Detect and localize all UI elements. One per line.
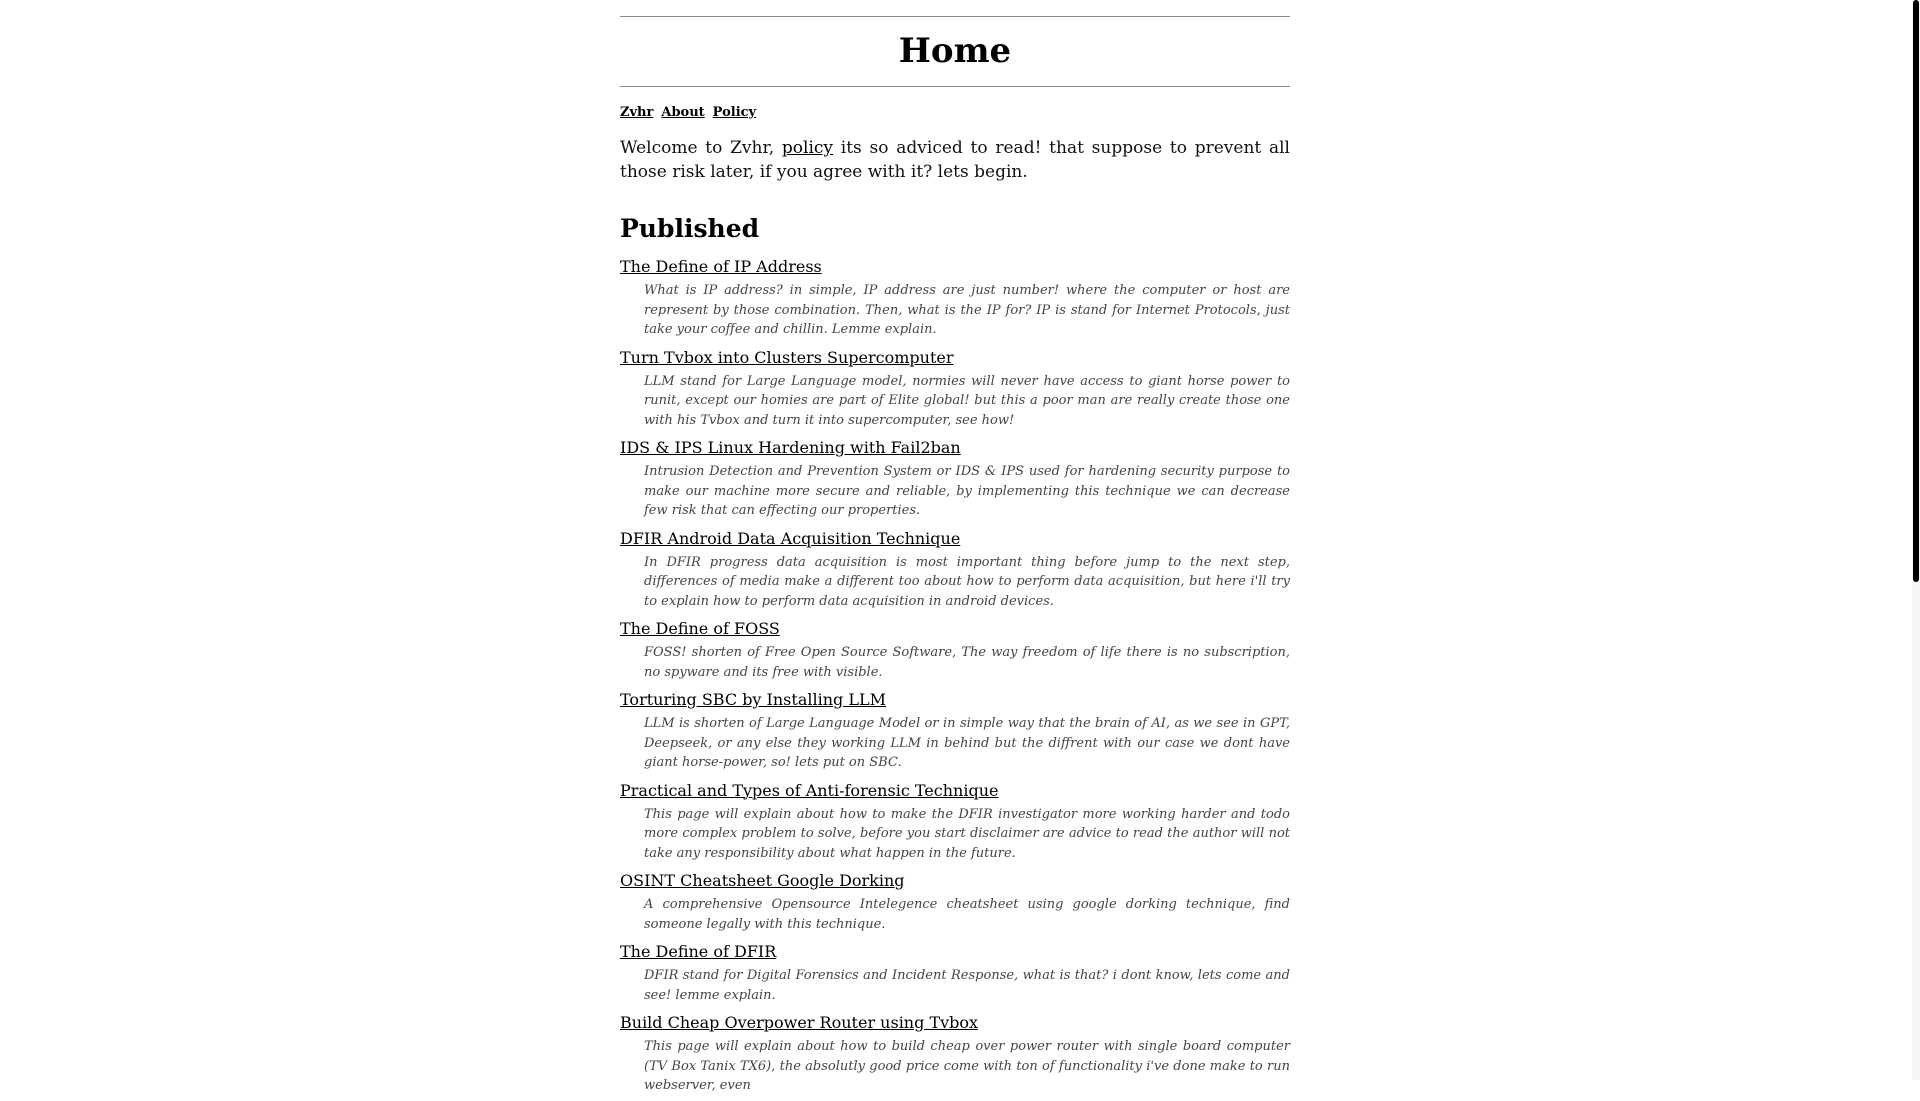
top-divider: [620, 16, 1290, 17]
post-description: A comprehensive Opensource Intelegence cheatsheet using google dorking technique, find someone legally with this technique.: [644, 897, 1290, 932]
list-item: [620, 868, 1290, 934]
top-nav: [620, 104, 1290, 122]
list-item: [620, 616, 1290, 682]
post-title-link[interactable]: The Define of DFIR: [620, 942, 777, 961]
intro-text-before: Welcome to Zvhr,: [620, 138, 782, 158]
post-title-link[interactable]: IDS & IPS Linux Hardening with Fail2ban: [620, 438, 961, 457]
post-title-link[interactable]: Torturing SBC by Installing LLM: [620, 690, 886, 709]
nav-link-policy[interactable]: Policy: [712, 105, 757, 120]
page-content: [620, 0, 1290, 1101]
post-title-link[interactable]: Build Cheap Overpower Router using Tvbox: [620, 1013, 979, 1032]
list-item: [620, 939, 1290, 1005]
post-description: This page will explain about how to make the DFIR investigator more working harder and todo more complex problem to solve, before you start disclaimer are advice to read the author will not take any responsibility about what happen in the future.: [644, 806, 1290, 861]
published-heading: Published: [620, 214, 760, 243]
post-description: DFIR stand for Digital Forensics and Incident Response, what is that? i dont know, lets come and see! lemme explain.: [644, 968, 1290, 1003]
post-description: LLM stand for Large Language model, normies will never have access to giant horse power to runit, except our homies are part of Elite global! but this a poor man are really create those one with his Tvbox and turn it into supercomputer, see how!: [644, 373, 1290, 428]
intro-text-after: its so adviced to read! that suppose to prevent all those risk later, if you agree with it? lets begin.: [620, 138, 1290, 182]
post-title-link[interactable]: The Define of IP Address: [620, 257, 822, 276]
intro-paragraph: [620, 136, 1290, 184]
post-title-link[interactable]: OSINT Cheatsheet Google Dorking: [620, 871, 905, 890]
scrollbar-thumb[interactable]: [1913, 0, 1919, 582]
post-description: FOSS! shorten of Free Open Source Software, The way freedom of life there is no subscription, no spyware and its free with visible.: [644, 645, 1290, 680]
list-item: [620, 1010, 1290, 1096]
post-description: LLM is shorten of Large Language Model or in simple way that the brain of AI, as we see in GPT, Deepseek, or any else they working LLM in behind but the diffrent with our case we dont have giant horse-power, so! lets put on SBC.: [644, 716, 1290, 770]
post-description: In DFIR progress data acquisition is most important thing before jump to the next step, differences of media make a different too about how to perform data acquisition, but here i'll try to explain how to perform data acquisition in android devices.: [644, 554, 1290, 609]
list-item: [620, 687, 1290, 773]
title-divider: [620, 86, 1290, 87]
list-item: [620, 254, 1290, 340]
intro-policy-link[interactable]: policy: [781, 138, 834, 158]
list-item: [620, 345, 1290, 431]
post-description: This page will explain about how to build cheap over power router with single board computer (TV Box Tanix TX6), the absolutly good price come with ton of functionality i've done make to run webserver, even: [644, 1039, 1290, 1093]
list-item: [620, 435, 1290, 521]
list-item: [620, 526, 1290, 612]
published-list: [620, 254, 1290, 1096]
list-item: [620, 778, 1290, 864]
nav-link-zvhr[interactable]: Zvhr: [620, 105, 654, 120]
post-title-link[interactable]: DFIR Android Data Acquisition Technique: [620, 528, 961, 548]
post-title-link[interactable]: Turn Tvbox into Clusters Supercomputer: [620, 347, 954, 367]
page-title: Home: [898, 31, 1012, 71]
nav-link-about[interactable]: About: [661, 105, 705, 120]
post-description: What is IP address? in simple, IP address are just number! where the computer or host are represent by those combination. Then, what is the IP for? IP is stand for Internet Protocols, just take your coffee and chillin. Lemme explain.: [644, 283, 1290, 337]
post-title-link[interactable]: Practical and Types of Anti-forensic Technique: [620, 780, 999, 800]
page-scrollbar[interactable]: [1912, 0, 1920, 1080]
post-title-link[interactable]: The Define of FOSS: [620, 619, 780, 638]
post-description: Intrusion Detection and Prevention System or IDS & IPS used for hardening security purpose to make our machine more secure and reliable, by implementing this technique we can decrease few risk that can effecting our properties.: [644, 464, 1290, 518]
